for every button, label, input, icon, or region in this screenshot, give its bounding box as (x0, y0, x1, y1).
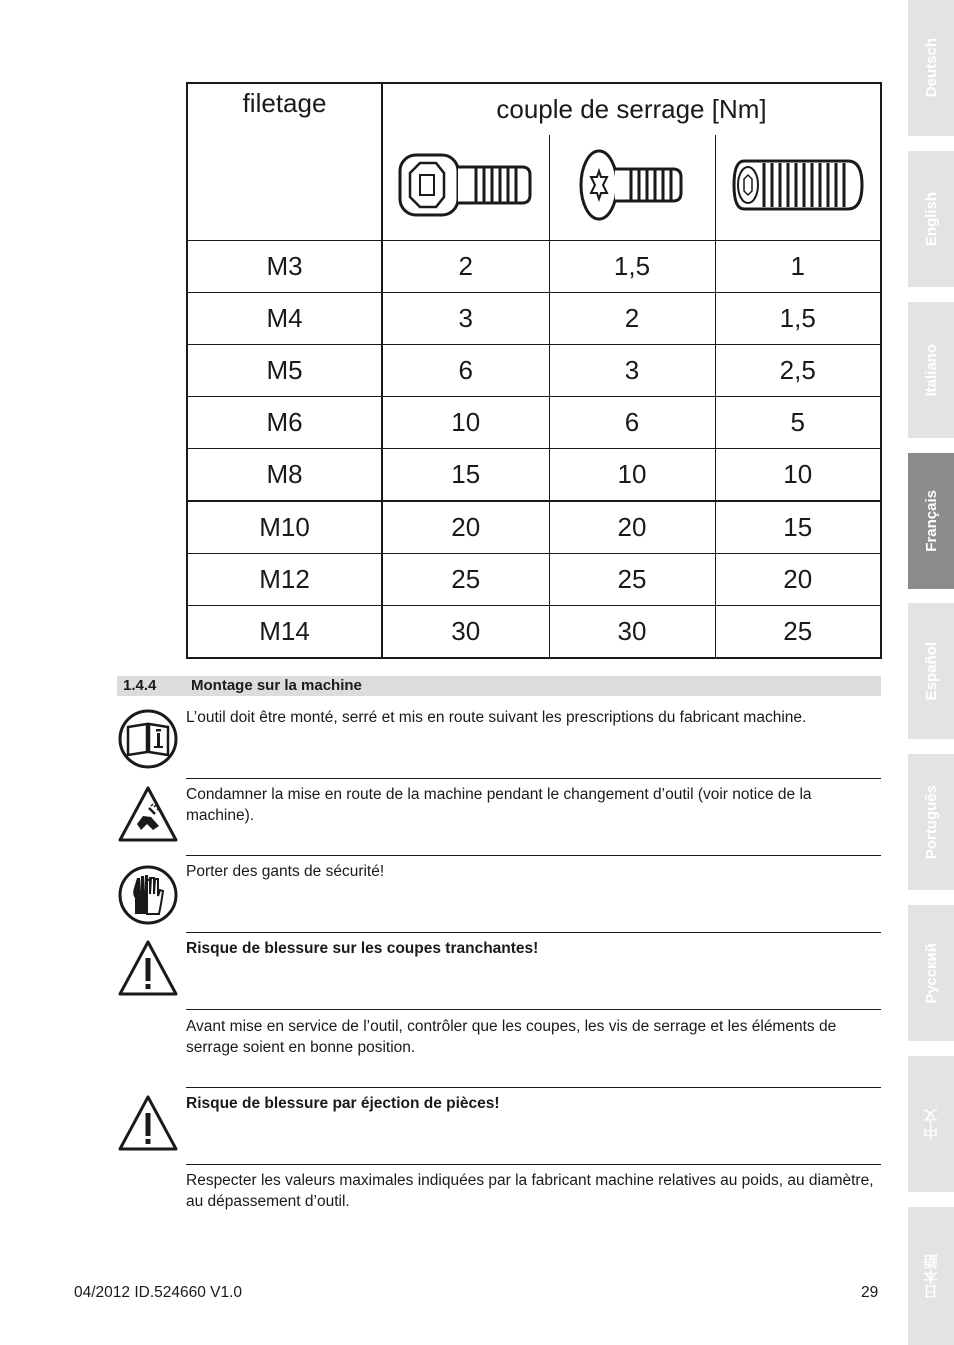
table-row (187, 345, 881, 397)
torque-value: 10 (382, 397, 549, 449)
document-id: 04/2012 ID.524660 V1.0 (74, 1284, 243, 1301)
lang-tab-portugues[interactable] (908, 754, 954, 890)
lang-tab-label: 中文 (922, 1109, 940, 1139)
divider (186, 855, 881, 856)
torque-value: 15 (382, 449, 549, 502)
set-screw-icon (730, 155, 866, 215)
torque-value: 25 (715, 606, 881, 659)
table-header-row (187, 83, 881, 135)
notice-text: L’outil doit être monté, serré et mis en route suivant les prescriptions du fabricant machine. (186, 709, 807, 726)
torque-value: 25 (382, 554, 549, 606)
divider (186, 1009, 881, 1010)
warning-triangle-icon (117, 938, 179, 1000)
thread-cell: M14 (187, 606, 382, 659)
section-title: Montage sur la machine (191, 677, 362, 694)
screw-type-cell (382, 135, 549, 241)
lang-tab-label: Español (922, 641, 940, 701)
lang-tab-label: 日本語 (922, 1253, 940, 1299)
header-torque-cell (382, 83, 881, 135)
screw-type-cell (715, 135, 881, 241)
divider (186, 932, 881, 933)
torque-value: 1 (715, 241, 881, 293)
torque-value: 20 (715, 554, 881, 606)
header-thread-cell (187, 83, 382, 241)
table-row (187, 293, 881, 345)
torque-value: 2 (382, 241, 549, 293)
lang-tab-label: English (922, 191, 940, 247)
notice-text: Condamner la mise en route de la machine pendant le changement d’outil (voir notice de la machine). (186, 786, 812, 824)
divider (186, 778, 881, 779)
safety-gloves-icon (117, 864, 179, 926)
lang-tab-francais[interactable] (908, 453, 954, 589)
thread-cell: M5 (187, 345, 382, 397)
notice-warning-title: Risque de blessure par éjection de pièces! (186, 1095, 500, 1112)
header-torque: couple de serrage [Nm] (496, 93, 767, 124)
torque-value: 2,5 (715, 345, 881, 397)
table-row (187, 241, 881, 293)
torque-value: 30 (549, 606, 715, 659)
torque-value: 5 (715, 397, 881, 449)
torque-value: 25 (549, 554, 715, 606)
notice-text: Respecter les valeurs maximales indiquées par la fabricant machine relatives au poids, au diamètre, au dépassement d’outil. (186, 1172, 874, 1210)
torque-value: 2 (549, 293, 715, 345)
lang-tab-espanol[interactable] (908, 603, 954, 739)
notice-text: Avant mise en service de l’outil, contrôler que les coupes, les vis de serrage et les éléments de serrage soient en bonne position. (186, 1018, 837, 1056)
torque-value: 1,5 (549, 241, 715, 293)
torque-value: 20 (382, 501, 549, 554)
divider (186, 1164, 881, 1165)
torque-value: 6 (549, 397, 715, 449)
lang-tab-label: Italiano (922, 343, 940, 397)
notice-text: Porter des gants de sécurité! (186, 863, 385, 880)
header-thread: filetage (242, 88, 327, 118)
lang-tab-italiano[interactable] (908, 302, 954, 438)
divider (186, 1087, 881, 1088)
page-number: 29 (861, 1284, 879, 1301)
lang-tab-label: Português (922, 784, 940, 860)
torque-table (186, 82, 882, 659)
countersunk-torx-screw-icon (577, 145, 687, 225)
thread-cell: M12 (187, 554, 382, 606)
torque-value: 3 (382, 293, 549, 345)
table-row (187, 554, 881, 606)
torque-value: 10 (715, 449, 881, 502)
thread-cell: M6 (187, 397, 382, 449)
table-row (187, 501, 881, 554)
lang-tab-label: Français (922, 490, 940, 552)
lang-tab-english[interactable] (908, 151, 954, 287)
read-manual-icon (117, 708, 179, 770)
warning-triangle-icon (117, 1093, 179, 1155)
lang-tab-label: Русский (922, 942, 940, 1004)
torque-value: 15 (715, 501, 881, 554)
thread-cell: M4 (187, 293, 382, 345)
hand-injury-warning-icon (117, 784, 179, 846)
section-header (117, 676, 881, 696)
torque-value: 1,5 (715, 293, 881, 345)
lang-tab-japanese[interactable] (908, 1207, 954, 1345)
torque-value: 30 (382, 606, 549, 659)
torque-value: 3 (549, 345, 715, 397)
thread-cell: M8 (187, 449, 382, 502)
section-number: 1.4.4 (123, 677, 157, 694)
thread-cell: M3 (187, 241, 382, 293)
notice-warning-title: Risque de blessure sur les coupes tranchantes! (186, 940, 539, 957)
table-row (187, 397, 881, 449)
torque-value: 6 (382, 345, 549, 397)
socket-head-cap-screw-icon (396, 145, 536, 225)
lang-tab-label: Deutsch (922, 38, 940, 98)
torque-value: 10 (549, 449, 715, 502)
screw-type-cell (549, 135, 715, 241)
lang-tab-deutsch[interactable] (908, 0, 954, 136)
table-row (187, 449, 881, 502)
torque-value: 20 (549, 501, 715, 554)
lang-tab-chinese[interactable] (908, 1056, 954, 1192)
thread-cell: M10 (187, 501, 382, 554)
lang-tab-russian[interactable] (908, 905, 954, 1041)
table-row (187, 606, 881, 659)
